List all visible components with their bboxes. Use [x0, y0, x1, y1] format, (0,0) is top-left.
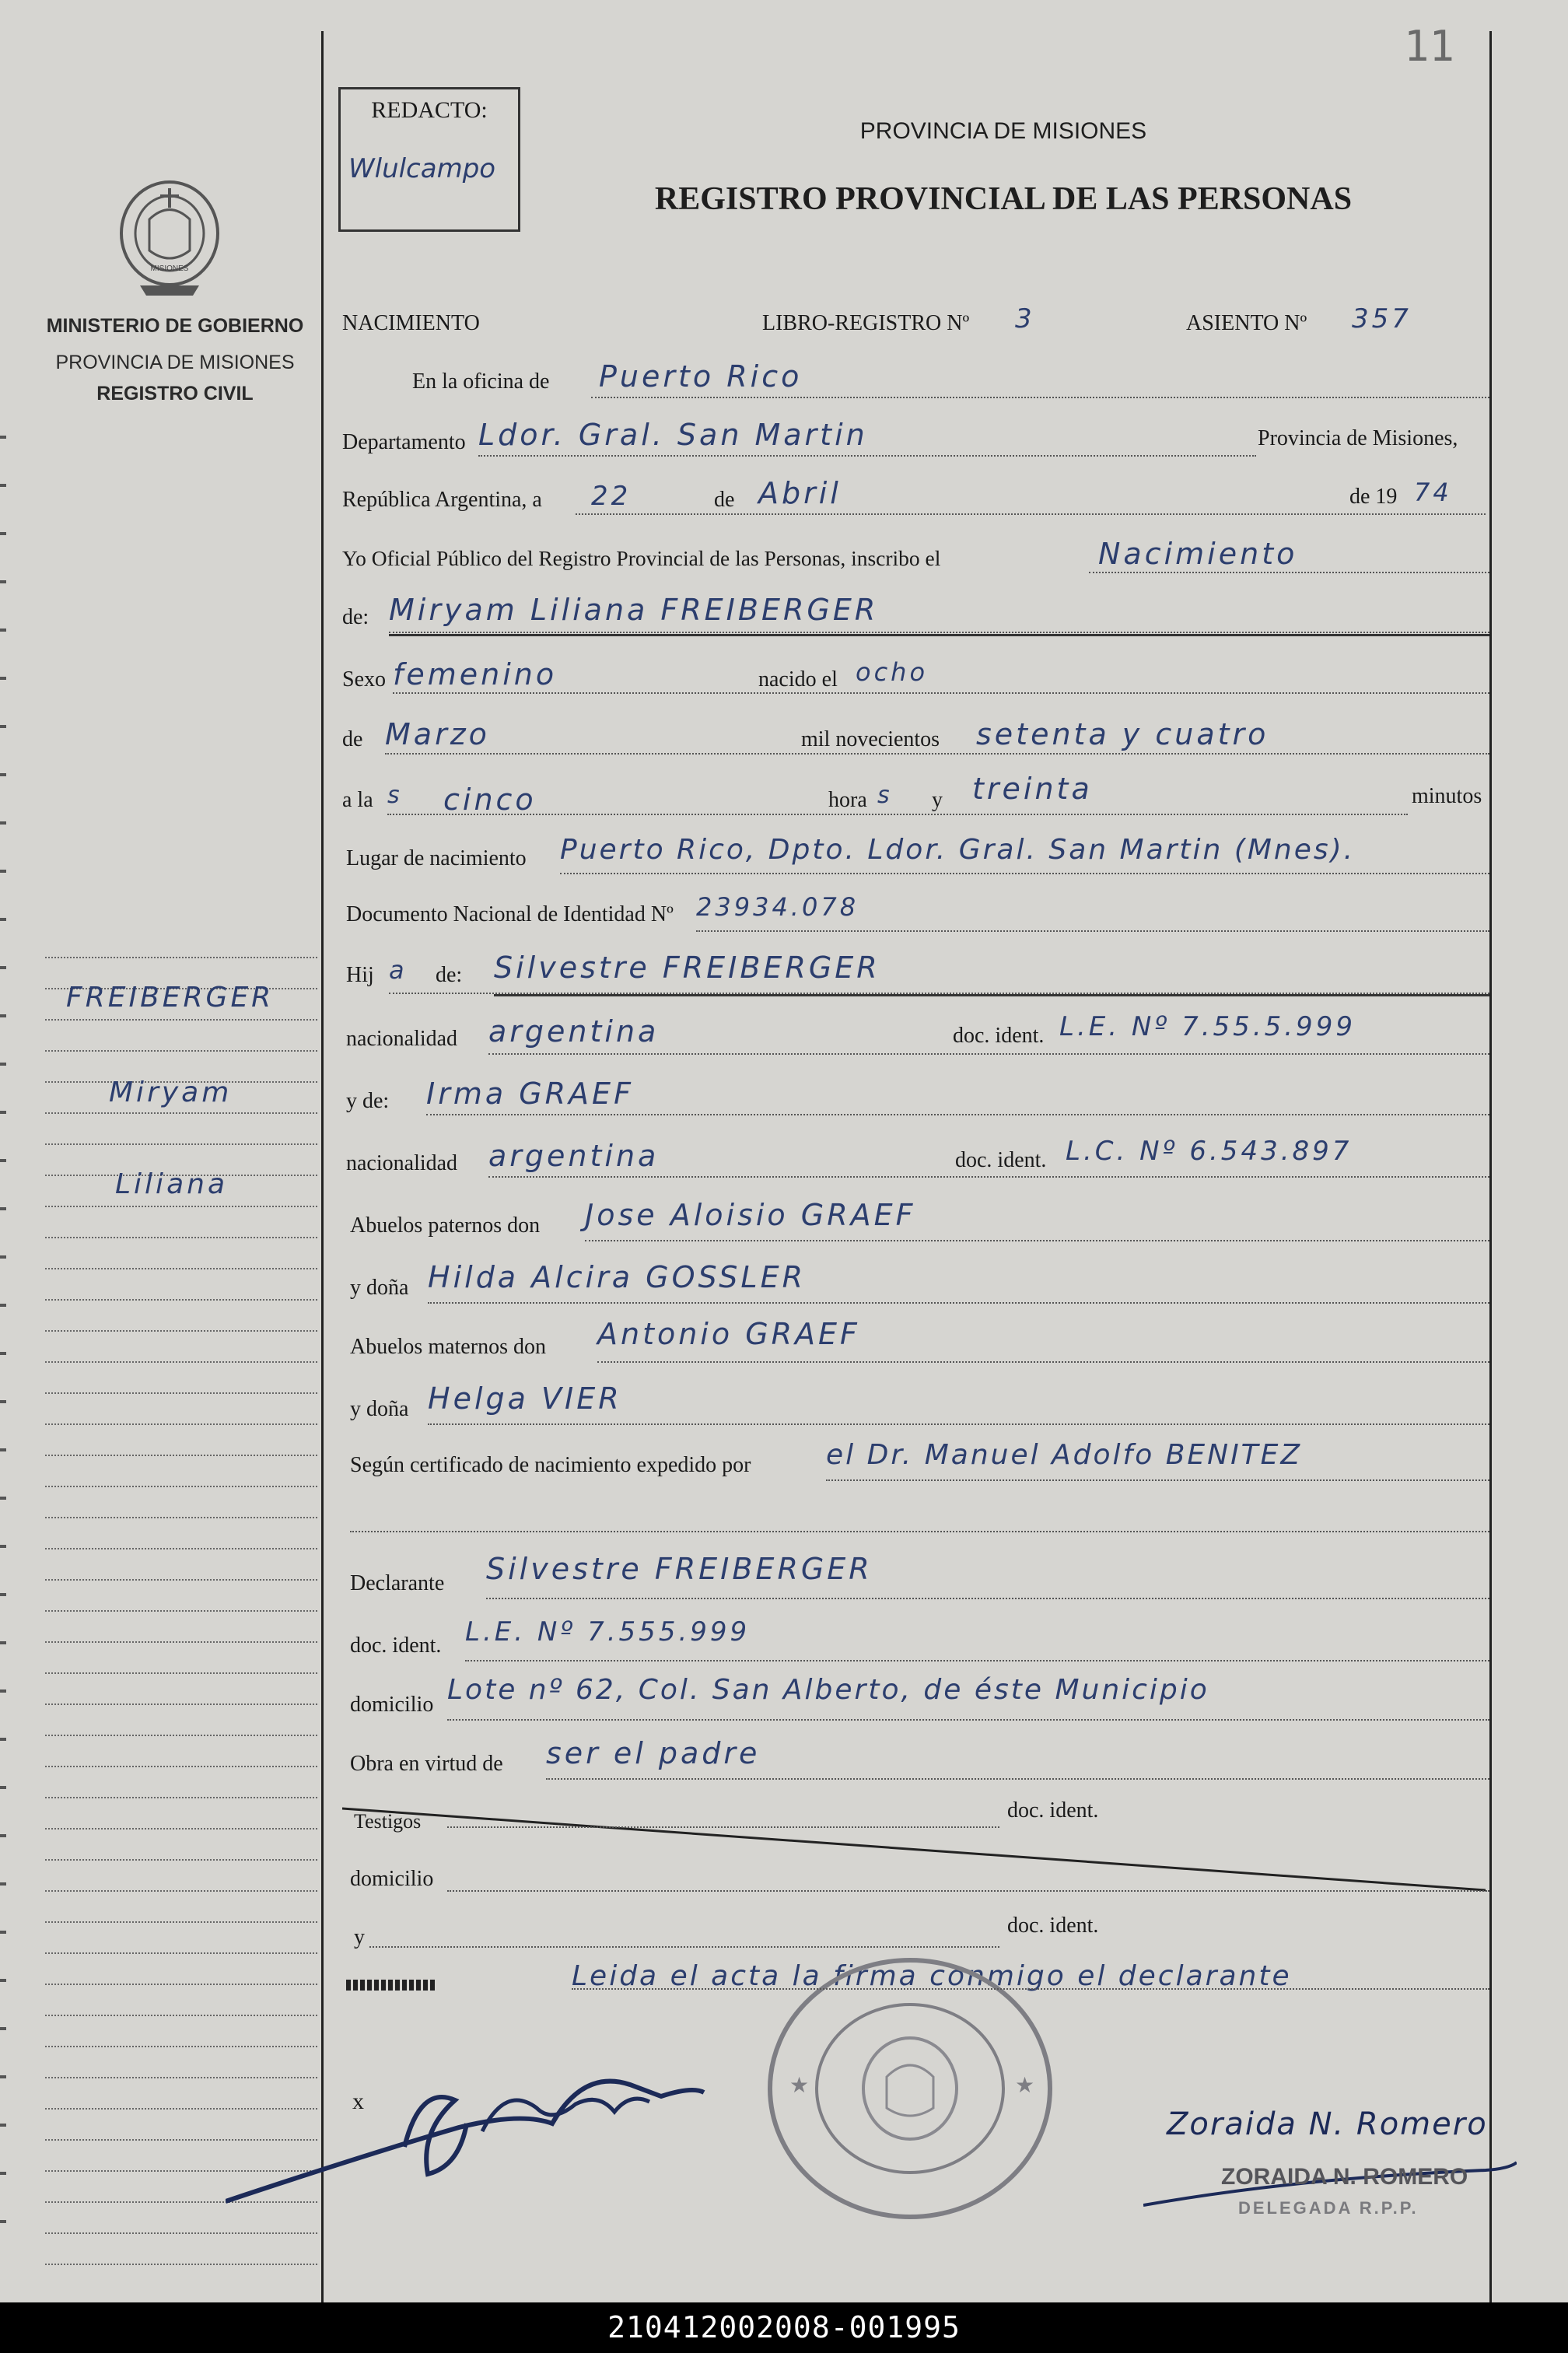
mother-doc: L.C. Nº 6.543.897	[1066, 1136, 1353, 1167]
testigo-doc-label-2: doc. ident.	[1007, 1914, 1099, 1938]
dotted-line	[428, 1302, 1489, 1304]
a-la-label: a la	[342, 788, 373, 812]
margin-line	[45, 1859, 317, 1861]
svg-text:★: ★	[789, 2073, 810, 2097]
margin-line	[45, 1579, 317, 1581]
nacido-value: ocho	[856, 657, 929, 687]
solid-underline	[389, 634, 1489, 636]
declarante-label: Declarante	[350, 1571, 445, 1595]
margin-line	[45, 2264, 317, 2265]
oficial-name-stamp: ZORAIDA N. ROMERO	[1221, 2164, 1468, 2190]
hij-label: Hij	[346, 963, 374, 987]
svg-text:★: ★	[1015, 2073, 1035, 2097]
father-nationality-label: nacionalidad	[346, 1027, 458, 1051]
declarante-doc: L.E. Nº 7.555.999	[465, 1616, 751, 1647]
svg-text:MISIONES: MISIONES	[150, 264, 189, 273]
oficina-value: Puerto Rico	[599, 359, 803, 394]
margin-line	[45, 2232, 317, 2234]
republica-label: República Argentina, a	[342, 488, 542, 512]
solid-underline	[494, 994, 1489, 996]
day-value: 22	[591, 481, 632, 512]
asiento-value: 357	[1352, 303, 1412, 334]
margin-line	[45, 1890, 317, 1892]
province-title: PROVINCIA DE MISIONES	[859, 118, 1147, 144]
oficial-title-stamp: DELEGADA R.P.P.	[1238, 2198, 1419, 2218]
ministry-title: MINISTERIO DE GOBIERNO	[46, 315, 304, 337]
dotted-line	[1089, 572, 1489, 573]
provincia-suffix: Provincia de Misiones,	[1258, 426, 1458, 450]
ministry-province: PROVINCIA DE MISIONES	[55, 352, 295, 373]
margin-line	[45, 1828, 317, 1830]
paternal-grandmother: Hilda Alcira GOSSLER	[428, 1260, 806, 1294]
declarante-signature	[226, 2038, 731, 2217]
registry-stamp-icon	[762, 1952, 1058, 2225]
year-value: 74	[1414, 478, 1452, 507]
margin-line	[45, 1952, 317, 1954]
margin-line	[45, 1268, 317, 1269]
margin-line	[45, 1610, 317, 1612]
nacido-label: nacido el	[758, 667, 838, 692]
leida-statement: Leida el acta la firma conmigo el declarante	[572, 1960, 1292, 1992]
dotted-line	[428, 1423, 1489, 1425]
lugar-label: Lugar de nacimiento	[346, 846, 527, 870]
hora-hand-suffix: s	[877, 782, 893, 809]
right-border-line	[1489, 31, 1492, 2302]
testigos-strike-line	[342, 1805, 1493, 1894]
minutos-label: minutos	[1412, 784, 1482, 808]
margin-line	[45, 1112, 317, 1114]
testigo-y-label: y	[354, 1925, 365, 1949]
testigo-domicilio-label: domicilio	[350, 1867, 434, 1891]
margin-line	[45, 1984, 317, 1985]
dotted-line	[546, 1778, 1489, 1780]
libro-label: LIBRO-REGISTRO Nº	[762, 311, 970, 335]
registry-title: REGISTRO PROVINCIAL DE LAS PERSONAS	[654, 181, 1353, 217]
dotted-line	[350, 1531, 1489, 1532]
redacto-label: REDACTO:	[371, 97, 488, 123]
certificate-issuer: el Dr. Manuel Adolfo BENITEZ	[826, 1439, 1303, 1471]
dotted-line	[572, 1988, 1489, 1990]
declarante-doc-label: doc. ident.	[350, 1633, 442, 1658]
maternal-grandfather: Antonio GRAEF	[597, 1317, 860, 1351]
y-de-label: y de:	[346, 1089, 390, 1113]
dotted-line	[369, 1946, 999, 1948]
signature-x-mark: x	[352, 2089, 364, 2114]
margin-line	[45, 1237, 317, 1238]
dotted-line	[385, 753, 1489, 755]
dotted-line	[389, 632, 1489, 633]
dotted-line	[560, 873, 1489, 874]
paternal-grandfather-label: Abuelos paternos don	[350, 1213, 541, 1238]
father-doc: L.E. Nº 7.55.5.999	[1059, 1011, 1356, 1042]
minutos-value: treinta	[972, 772, 1093, 806]
margin-line	[45, 1486, 317, 1487]
maternal-grandmother-label: y doña	[350, 1397, 409, 1421]
margin-line	[45, 1423, 317, 1425]
oficial-statement: Yo Oficial Público del Registro Provincial de las Personas, inscribo el	[342, 546, 941, 570]
maternal-grandfather-label: Abuelos maternos don	[350, 1335, 546, 1359]
page-number: 11	[1404, 22, 1455, 71]
testigo-doc-label-1: doc. ident.	[1007, 1798, 1099, 1823]
margin-name-first: Miryam	[109, 1077, 233, 1108]
margin-line	[45, 1143, 317, 1145]
margin-line	[45, 1050, 317, 1052]
redacto-signature: Wlulcampo	[348, 153, 496, 184]
maternal-grandmother: Helga VIER	[428, 1381, 622, 1416]
margin-line	[45, 1735, 317, 1736]
father-nationality: argentina	[488, 1014, 660, 1049]
dni-value: 23934.078	[696, 892, 859, 922]
hij-de-label: de:	[436, 963, 463, 987]
dotted-line	[696, 930, 1489, 932]
binding-marks	[0, 436, 6, 2225]
margin-line	[45, 1548, 317, 1549]
mother-name: Irma GRAEF	[426, 1077, 634, 1111]
redacto-box	[338, 87, 520, 232]
dotted-line	[488, 1053, 1489, 1055]
image-id-footer: 210412002008-001995	[0, 2302, 1568, 2353]
dotted-line	[576, 513, 1486, 515]
struck-text-mark	[346, 1980, 436, 1991]
mother-doc-label: doc. ident.	[955, 1148, 1047, 1172]
certificate-label: Según certificado de nacimiento expedido por	[350, 1453, 751, 1477]
margin-line	[45, 1766, 317, 1767]
mother-nationality-label: nacionalidad	[346, 1151, 458, 1175]
testigos-label: Testigos	[354, 1810, 422, 1833]
margin-line	[45, 1019, 317, 1021]
a-la-hand-suffix: s	[387, 782, 403, 809]
nacimiento-label: NACIMIENTO	[342, 311, 480, 335]
margin-line	[45, 1392, 317, 1394]
mother-nationality: argentina	[488, 1139, 660, 1173]
libro-value: 3	[1015, 303, 1035, 334]
domicilio-label: domicilio	[350, 1693, 434, 1717]
paternal-grandmother-label: y doña	[350, 1276, 409, 1300]
margin-line	[45, 1641, 317, 1643]
dotted-line	[478, 455, 1256, 457]
margin-line	[45, 1206, 317, 1207]
oficina-label: En la oficina de	[412, 369, 550, 394]
dotted-line	[585, 1240, 1489, 1241]
birth-year-words: setenta y cuatro	[976, 717, 1269, 751]
birth-month: Marzo	[385, 717, 490, 751]
dotted-line	[426, 1114, 1489, 1115]
dni-label: Documento Nacional de Identidad Nº	[346, 902, 674, 926]
margin-name-second: Liliana	[115, 1168, 228, 1200]
month-value: Abril	[758, 476, 842, 510]
dotted-line	[393, 692, 1489, 694]
dotted-line	[387, 814, 1408, 815]
de-label: de	[714, 488, 735, 512]
domicilio-value: Lote nº 62, Col. San Alberto, de éste Municipio	[447, 1674, 1209, 1706]
departamento-label: Departamento	[342, 430, 466, 454]
de-mes-label: de	[342, 727, 363, 751]
margin-line	[45, 1299, 317, 1301]
year-prefix-label: de 19	[1349, 485, 1398, 509]
y-label: y	[932, 788, 943, 812]
margin-line	[45, 1703, 317, 1705]
margin-line	[45, 1455, 317, 1456]
sexo-label: Sexo	[342, 667, 386, 692]
margin-line	[45, 1361, 317, 1363]
hora-value: cinco	[443, 783, 537, 817]
margin-line	[45, 2015, 317, 2016]
margin-surname: FREIBERGER	[66, 982, 275, 1014]
dotted-line	[447, 1719, 1489, 1721]
dotted-line	[826, 1479, 1489, 1481]
inscribo-value: Nacimiento	[1098, 537, 1298, 571]
mil-novecientos-label: mil novecientos	[801, 727, 940, 751]
dotted-line	[447, 1826, 999, 1828]
ministry-registry: REGISTRO CIVIL	[96, 383, 254, 404]
lugar-value: Puerto Rico, Dpto. Ldor. Gral. San Martin (Mnes).	[560, 834, 1356, 866]
margin-line	[45, 957, 317, 958]
departamento-value: Ldor. Gral. San Martin	[478, 418, 868, 452]
margin-line	[45, 1797, 317, 1798]
declarante-name: Silvestre FREIBERGER	[486, 1552, 873, 1586]
margin-line	[45, 1517, 317, 1518]
dotted-line	[447, 1890, 1489, 1892]
paternal-grandfather: Jose Aloisio GRAEF	[585, 1198, 916, 1232]
oficial-signature: Zoraida N. Romero	[1167, 2106, 1488, 2142]
margin-line	[45, 1672, 317, 1674]
dotted-line	[465, 1660, 1489, 1661]
dotted-line	[597, 1361, 1489, 1363]
de-colon-label: de:	[342, 605, 369, 629]
father-name: Silvestre FREIBERGER	[494, 951, 880, 985]
registered-name: Miryam Liliana FREIBERGER	[389, 593, 879, 627]
dotted-line	[591, 397, 1489, 398]
sexo-value: femenino	[393, 657, 558, 692]
coat-of-arms-icon	[109, 173, 229, 297]
asiento-label: ASIENTO Nº	[1186, 311, 1307, 335]
hij-hand-suffix: a	[389, 955, 408, 985]
margin-line	[45, 1330, 317, 1332]
dotted-line	[486, 1598, 1489, 1599]
obra-label: Obra en virtud de	[350, 1752, 503, 1776]
father-doc-label: doc. ident.	[953, 1024, 1045, 1048]
obra-value: ser el padre	[546, 1736, 761, 1770]
hora-label: hora	[828, 788, 867, 812]
margin-line	[45, 1921, 317, 1923]
dotted-line	[488, 1176, 1489, 1178]
